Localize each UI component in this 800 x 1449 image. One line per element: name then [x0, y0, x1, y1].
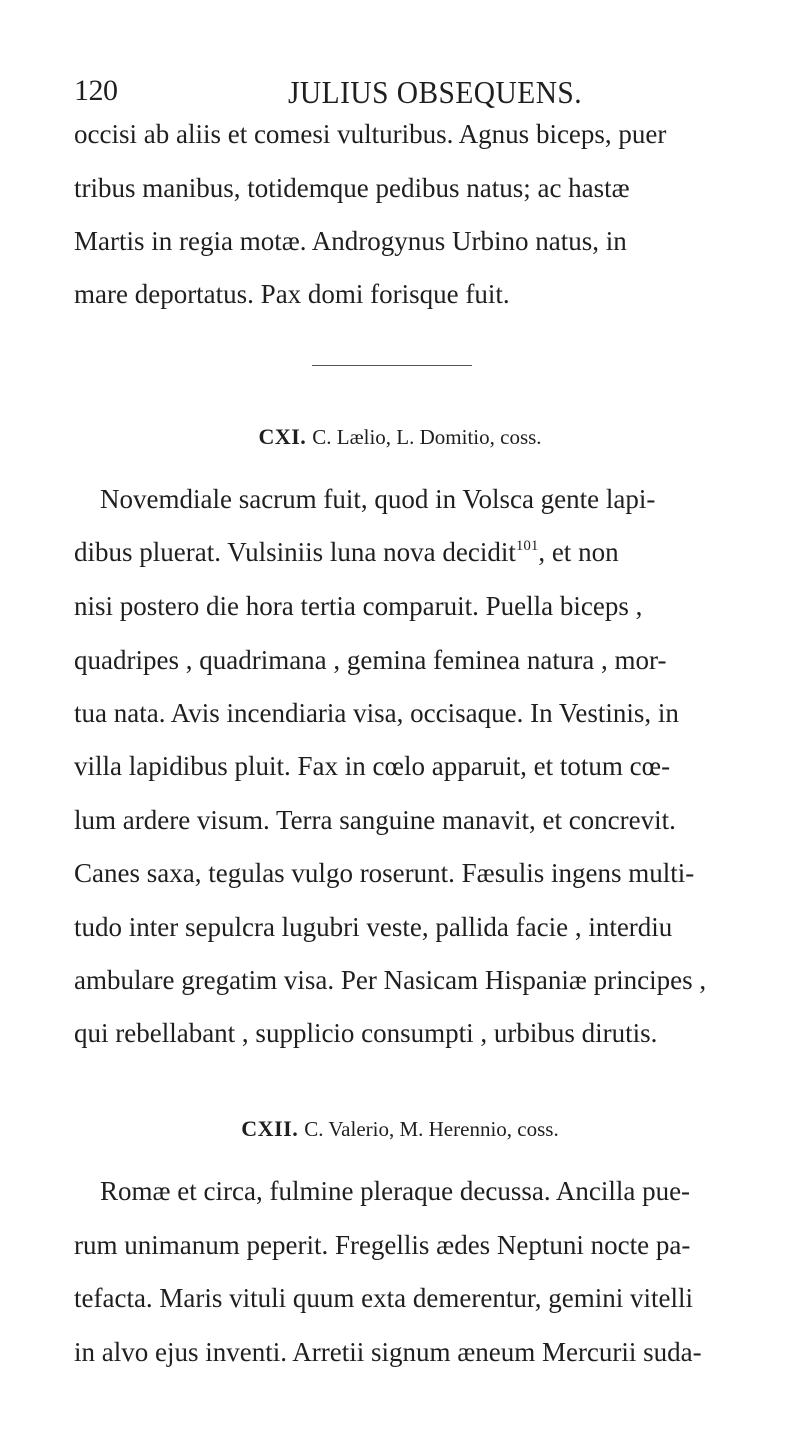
text-line: villa lapidibus pluit. Fax in cœlo apparuit, et totum cœ- [74, 751, 671, 781]
text-line: in alvo ejus inventi. Arretii signum æneum Mercurii suda- [74, 1337, 702, 1367]
text-segment: , et non [538, 537, 619, 567]
section-consuls: C. Lælio, L. Domitio, coss. [312, 425, 542, 449]
section-number: CXI. [258, 424, 307, 449]
text-line: Martis in regia motæ. Androgynus Urbino natus, in [74, 226, 627, 256]
text-line: tudo inter sepulcra lugubri veste, pallida facie , interdiu [74, 912, 673, 942]
text-line: Novemdiale sacrum fuit, quod in Volsca gente lapi- [100, 484, 656, 514]
text-line: lum ardere visum. Terra sanguine manavit, et concrevit. [74, 805, 676, 835]
text-segment: dibus pluerat. Vulsiniis luna nova decidit [74, 537, 516, 567]
text-line: tribus manibus, totidemque pedibus natus; ac hastæ [74, 173, 630, 203]
text-line: Romæ et circa, fulmine pleraque decussa. Ancilla pue- [100, 1176, 691, 1206]
section-consuls: C. Valerio, M. Herennio, coss. [304, 1117, 559, 1141]
text-line: Canes saxa, tegulas vulgo roserunt. Fæsulis ingens multi- [74, 858, 695, 888]
section-number: CXII. [241, 1116, 299, 1141]
section-divider [312, 365, 472, 366]
text-line: ambulare gregatim visa. Per Nasicam Hispaniæ principes , [74, 965, 707, 995]
section-heading-cxi [0, 424, 800, 450]
text-line: qui rebellabant , supplicio consumpti , urbibus dirutis. [74, 1018, 658, 1048]
running-head [74, 74, 754, 114]
text-line: rum unimanum peperit. Fregellis ædes Neptuni nocte pa- [74, 1230, 691, 1260]
text-line: quadripes , quadrimana , gemina feminea natura , mor- [74, 645, 667, 675]
text-line: occisi ab aliis et comesi vulturibus. Agnus biceps, puer [74, 119, 667, 149]
section-heading-cxii [0, 1116, 800, 1142]
page-number: 120 [74, 74, 118, 107]
running-title: JULIUS OBSEQUENS. [288, 74, 583, 110]
text-line [74, 536, 764, 568]
footnote-reference: 101 [515, 538, 539, 554]
text-line: nisi postero die hora tertia comparuit. Puella biceps , [74, 591, 643, 621]
text-line: mare deportatus. Pax domi forisque fuit. [74, 279, 510, 309]
text-line: tua nata. Avis incendiaria visa, occisaque. In Vestinis, in [74, 698, 679, 728]
text-line: tefacta. Maris vituli quum exta demerentur, gemini vitelli [74, 1283, 693, 1313]
